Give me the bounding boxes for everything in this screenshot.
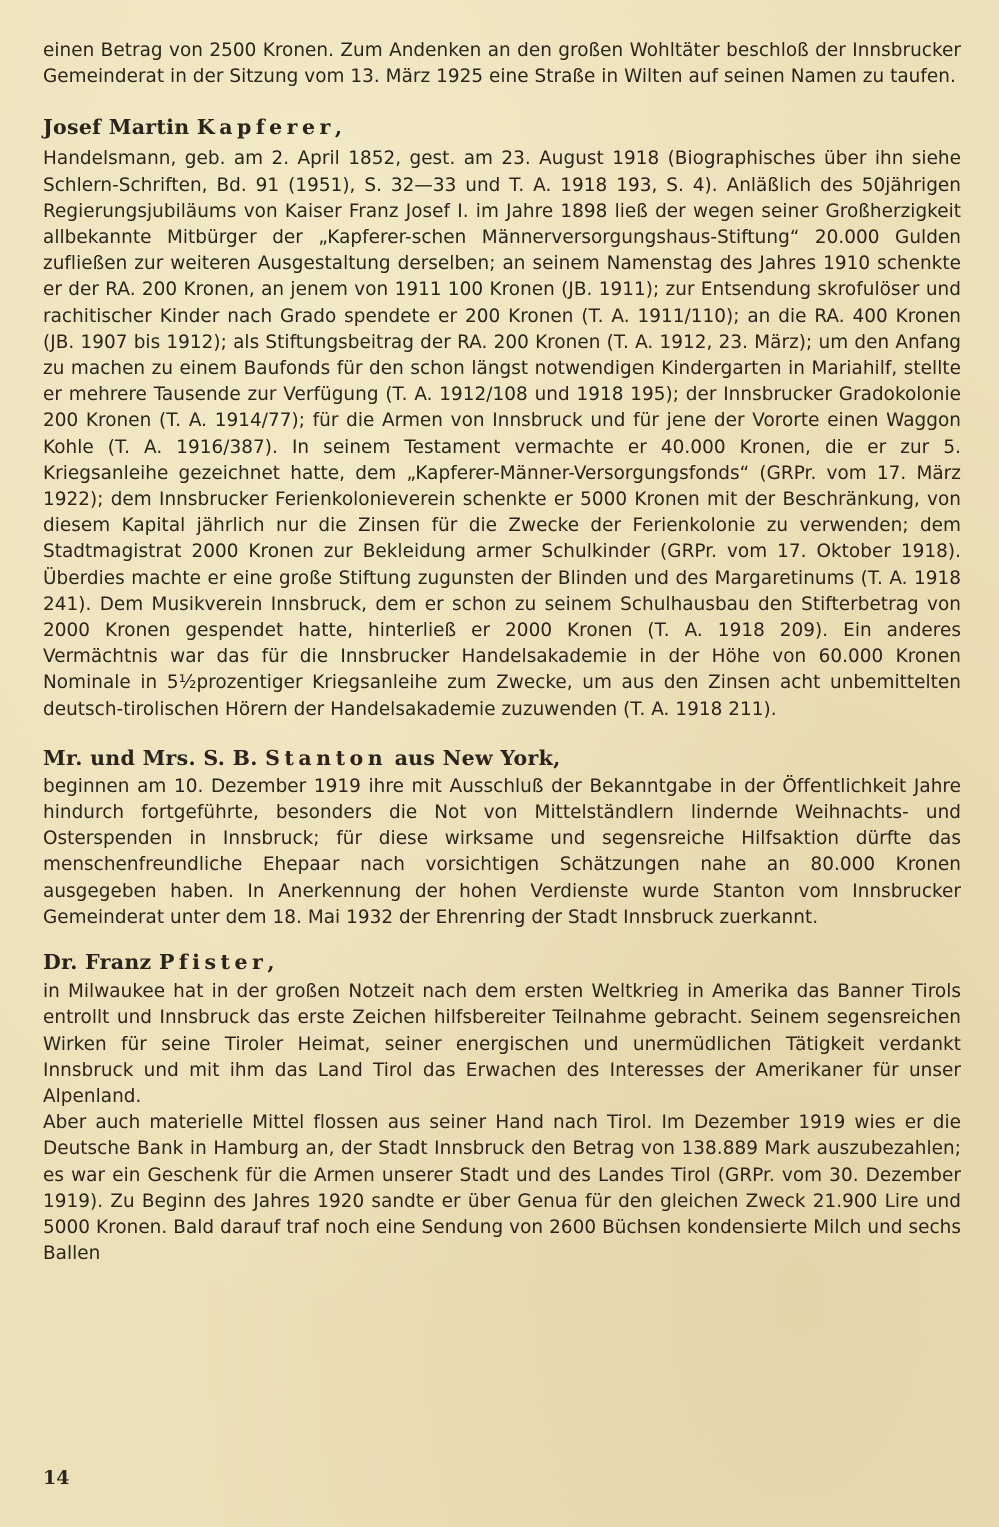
heading-kapferer-prefix: Josef Martin	[43, 115, 197, 140]
paragraph-pfister-1: in Milwaukee hat in der großen Notzeit nach dem ersten Weltkrieg in Amerika das Banner Tirols entrollt und Innsbruck das erste Zeichen hilfsbereiter Teilnahme gebracht. Seinem segensreichen Wirken für seine Tiroler Heimat, seiner energischen und unermüdlichen Tätigkeit verdankt Innsbruck und mit ihm das Land Tirol das Erwachen des Interesses der Amerikaner für unser Alpenland.	[43, 981, 961, 1107]
paragraph-betrag: einen Betrag von 2500 Kronen. Zum Andenken an den großen Wohltäter beschloß der Innsbrucker Gemeinderat in der Sitzung vom 13. März 1925 eine Straße in Wilten auf seinen Namen zu taufen.	[43, 40, 961, 88]
paragraph-kapferer: Handelsmann, geb. am 2. April 1852, gest. am 23. August 1918 (Biographisches über ihn siehe Schlern-Schriften, Bd. 91 (1951), S. 32—33 und T. A. 1918 193, S. 4). Anläßlich des 50jährigen Regierungsjubiläums von Kaiser Franz Josef I. im Jahre 1898 ließ der wegen seiner Großherzigkeit allbekannte Mitbürger der „Kapferer-schen Männerversorgungshaus-Stiftung“ 20.000 Gulden zufließen zur weiteren Ausgestaltung derselben; an seinem Namenstag des Jahres 1910 schenkte er der RA. 200 Kronen, an jenem von 1911 100 Kronen (JB. 1911); zur Entsendung skrofulöser und rachitischer Kinder nach Grado spendete er 200 Kronen (T. A. 1911/110); an die RA. 400 Kronen (JB. 1907 bis 1912); als Stiftungsbeitrag der RA. 200 Kronen (T. A. 1912, 23. März); um den Anfang zu machen zu einem Baufonds für den schon längst notwendigen Kindergarten in Mariahilf, stellte er mehrere Tausende zur Verfügung (T. A. 1912/108 und 1918 195); der Innsbrucker Gradokolonie 200 Kronen (T. A. 1914/77); für die Armen von Innsbruck und für jene der Vororte einen Waggon Kohle (T. A. 1916/387). In seinem Testament vermachte er 40.000 Kronen, die er zur 5. Kriegsanleihe gezeichnet hatte, dem „Kapferer-Männer-Versorgungsfonds“ (GRPr. vom 17. März 1922); dem Innsbrucker Ferienkolonieverein schenkte er 5000 Kronen mit der Beschränkung, von diesem Kapital jährlich nur die Zinsen für die Zwecke der Ferienkolonie zu verwenden; dem Stadtmagistrat 2000 Kronen zur Bekleidung armer Schulkinder (GRPr. vom 17. Oktober 1918). Überdies machte er eine große Stiftung zugunsten der Blinden und des Margaretinums (T. A. 1918 241). Dem Musikverein Innsbruck, dem er schon zu seinem Schulhausbau den Stifterbetrag von 2000 Kronen gespendet hatte, hinterließ er 2000 Kronen (T. A. 1918 209). Ein anderes Vermächtnis war das für die Innsbrucker Handelsakademie in der Höhe von 60.000 Kronen Nominale in 5½prozentiger Kriegsanleihe zum Zwecke, um aus den Zinsen acht unbemittelten deutsch-tirolischen Hörern der Handelsakademie zuzuwenden (T. A. 1918 211).	[43, 148, 961, 720]
heading-pfister-prefix: Dr. Franz	[43, 950, 159, 975]
paragraph-stanton: beginnen am 10. Dezember 1919 ihre mit Ausschluß der Bekanntgabe in der Öffentlichkeit Jahre hindurch fortgeführte, besonders die Not von Mittelständlern lindernde Weihnachts- und Osterspenden in Innsbruck; für diese wirksame und segensreiche Hilfsaktion dürfte das menschenfreundliche Ehepaar nach vorsichtigen Schätzungen nahe an 80.000 Kronen ausgegeben haben. In Anerkennung der hohen Verdienste wurde Stanton vom Innsbrucker Gemeinderat unter dem 18. Mai 1932 der Ehrenring der Stadt Innsbruck zuerkannt.	[43, 775, 961, 928]
heading-kapferer	[43, 114, 961, 140]
heading-pfister	[43, 949, 961, 975]
heading-stanton-name: Stanton	[265, 745, 388, 770]
heading-stanton-prefix: Mr. und Mrs. S. B.	[43, 745, 266, 770]
page-body	[43, 38, 961, 1267]
heading-pfister-name: Pfister	[158, 950, 268, 975]
heading-kapferer-suffix: ,	[334, 115, 343, 140]
heading-stanton-suffix: aus New York,	[387, 745, 561, 770]
heading-kapferer-name: Kapferer	[196, 115, 335, 140]
page-number: 14	[43, 1467, 70, 1489]
heading-pfister-suffix: ,	[267, 950, 275, 975]
heading-stanton	[43, 745, 961, 771]
paragraph-pfister-2: Aber auch materielle Mittel flossen aus seiner Hand nach Tirol. Im Dezember 1919 wies er die Deutsche Bank in Hamburg an, der Stadt Innsbruck den Betrag von 138.889 Mark auszubezahlen; es war ein Geschenk für die Armen unserer Stadt und des Landes Tirol (GRPr. vom 30. Dezember 1919). Zu Beginn des Jahres 1920 sandte er über Genua für den gleichen Zweck 21.900 Lire und 5000 Kronen. Bald darauf traf noch eine Sendung von 2600 Büchsen kondensierte Milch und sechs Ballen	[43, 1112, 961, 1265]
